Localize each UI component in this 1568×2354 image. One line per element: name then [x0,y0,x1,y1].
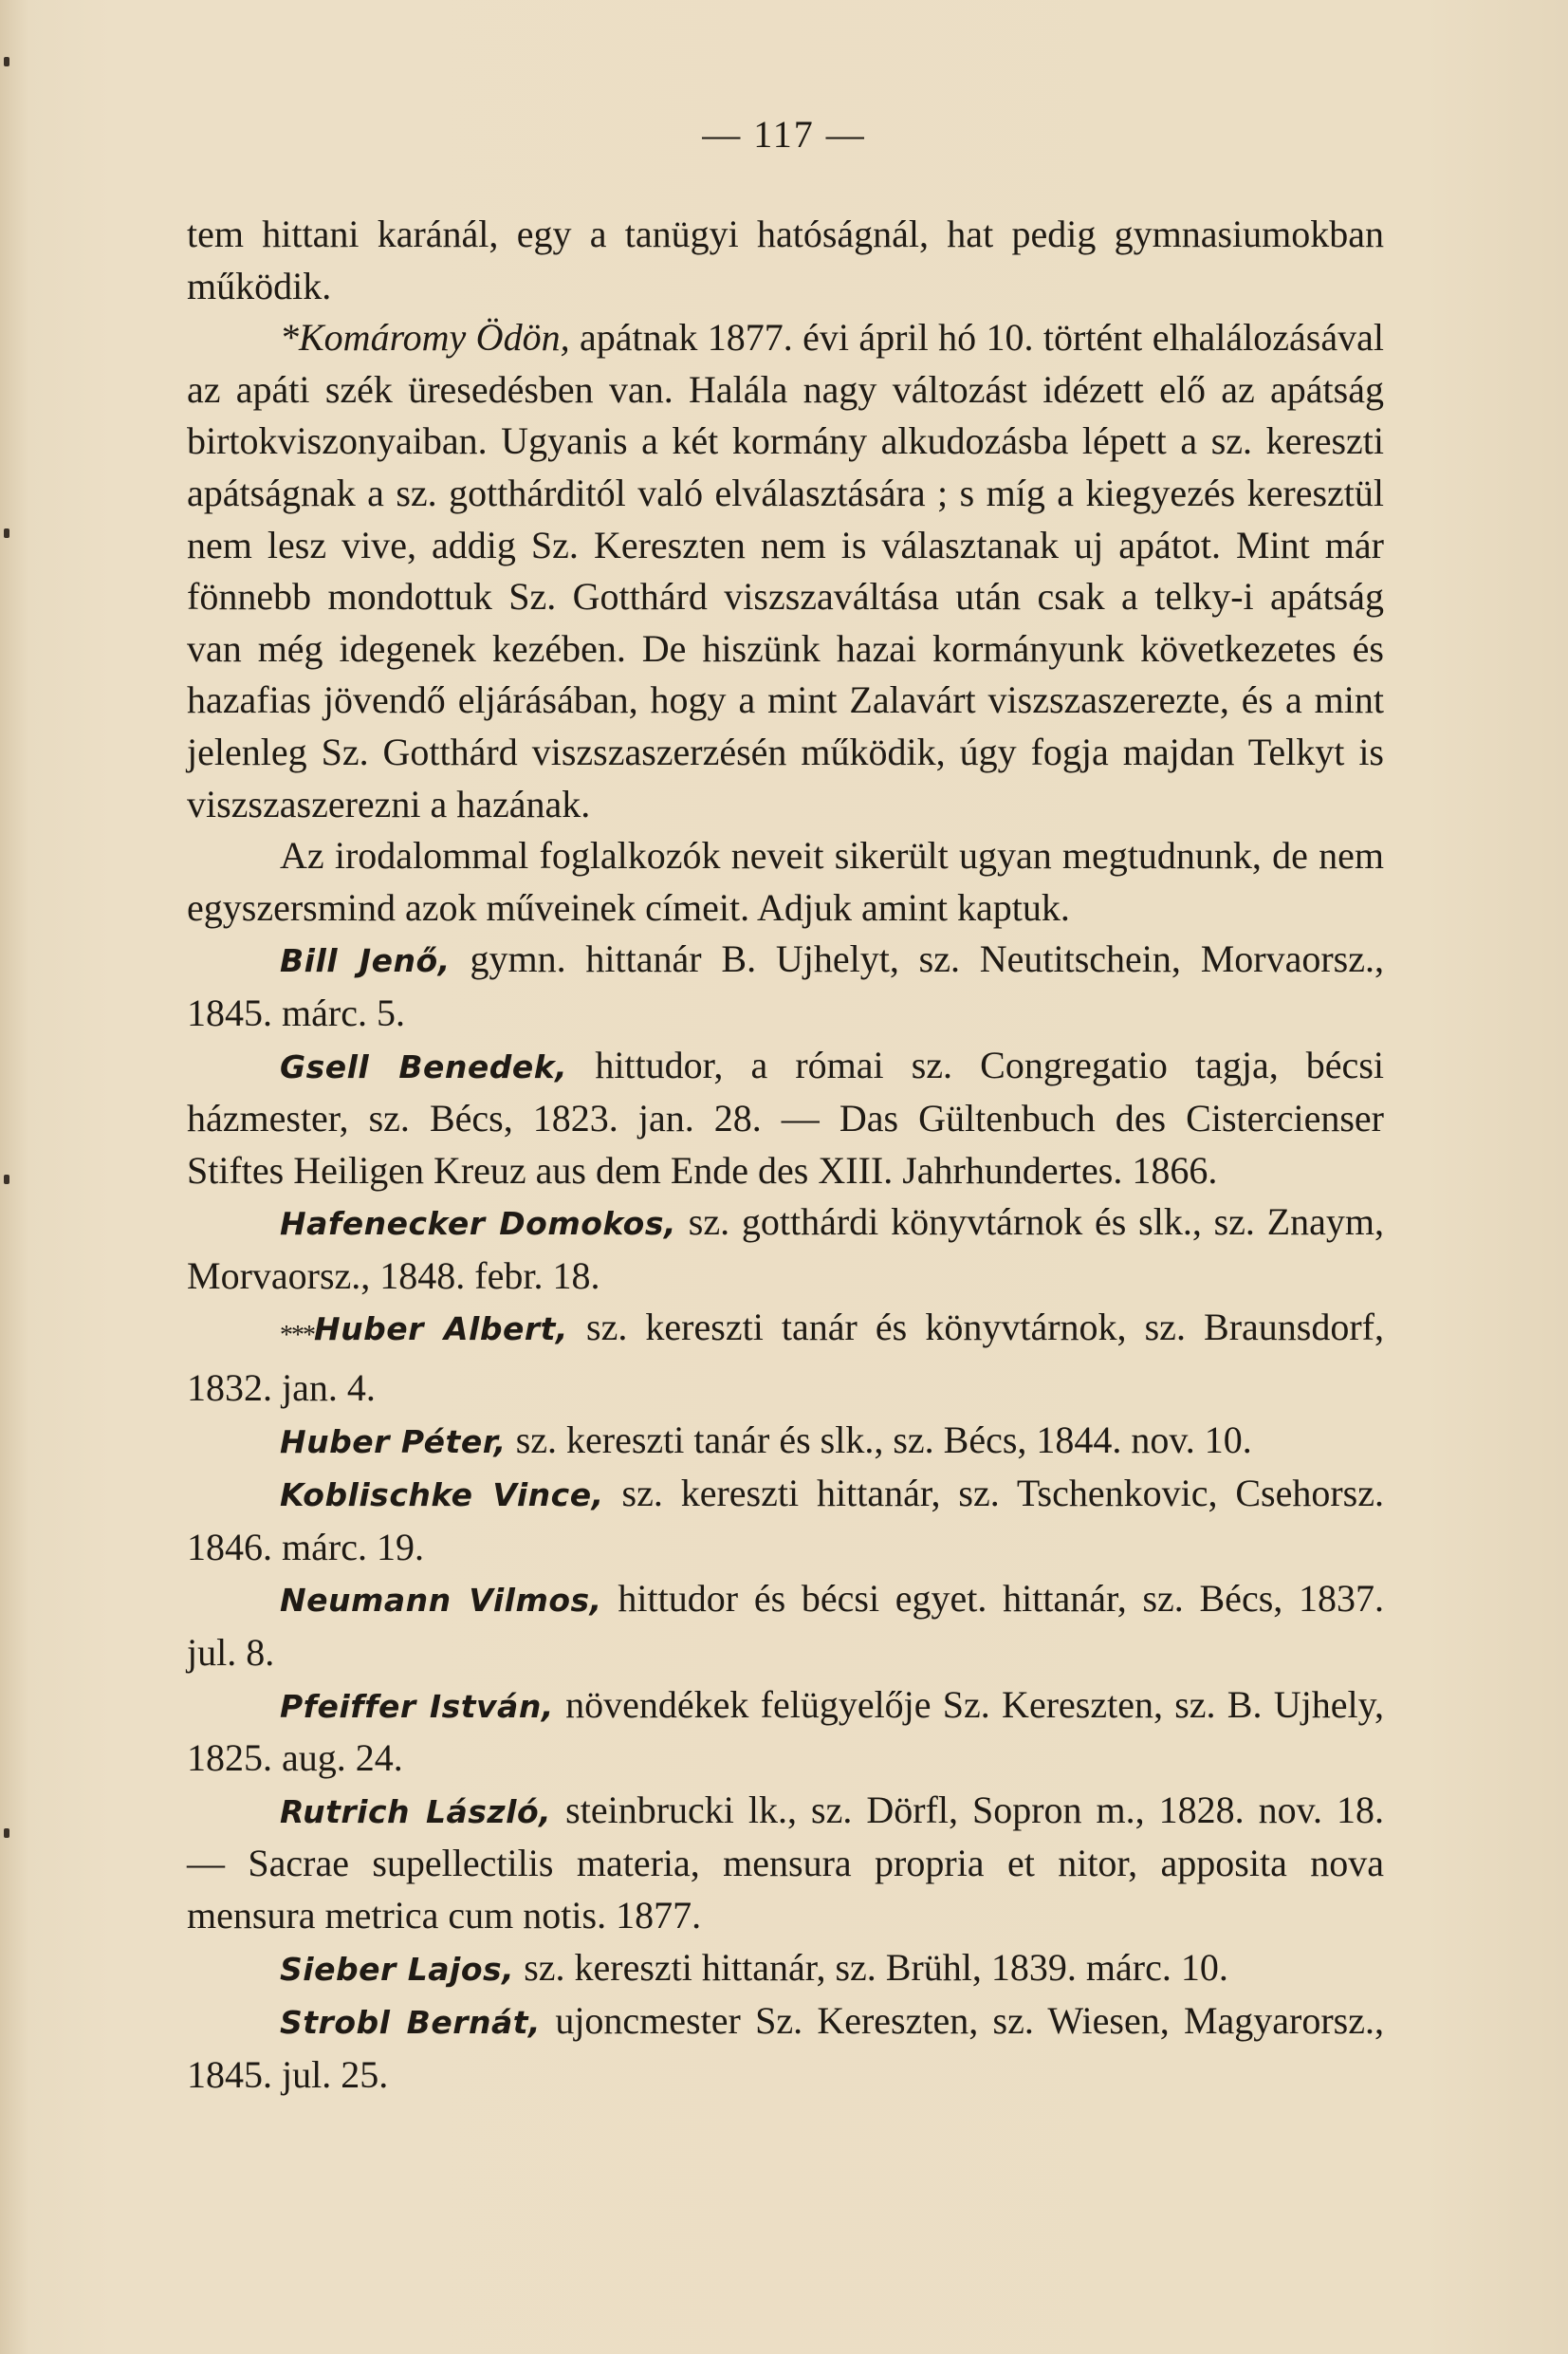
entry-name: Hafenecker Domokos, [280,1205,676,1243]
entry-text: sz. kereszti tanár és könyvtárnok, sz. Braunsdorf, 1832. jan. 4. [187,1306,1384,1410]
entry-name: Neumann Vilmos, [280,1582,602,1620]
entry-text: sz. gotthárdi könyvtárnok és slk., sz. Znaym, Morvaorsz., 1848. febr. 18. [187,1200,1384,1297]
entry [187,1302,1384,1414]
entry-name: Sieber Lajos, [280,1950,515,1988]
paragraph-text: tem hittani karánál, egy a tanügyi hatóságnál, hat pedig gymnasiumokban működik. [187,213,1384,307]
entry-name: Strobl Bernát, [280,2004,542,2042]
entry-text: sz. kereszti tanár és slk., sz. Bécs, 1844. nov. 10. [506,1418,1252,1461]
entry [187,934,1384,1039]
entry-text: sz. kereszti hittanár, sz. Tschenkovic, Csehorsz. 1846. márc. 19. [187,1472,1385,1568]
entry-name: Bill Jenő, [280,942,451,980]
paragraph [187,209,1384,312]
entry-name: Huber Albert, [314,1310,568,1348]
entry-name: Rutrich László, [280,1792,552,1830]
paragraph-text: Az irodalommal foglalkozók neveit sikerült ugyan megtudnunk, de nem egyszersmind azok műveinek címeit. Adjuk amint kaptuk. [187,834,1384,929]
entry-name: Pfeiffer István, [280,1687,554,1725]
body-text [187,209,1384,2101]
entry-text: hittudor, a római sz. Congregatio tagja, bécsi házmester, sz. Bécs, 1823. jan. 28. — Das Gültenbuch des Cistercienser Stiftes Heiligen Kreuz aus dem Ende des XIII. Jahrhundertes. 1866. [187,1043,1384,1192]
entry [187,1415,1384,1469]
entry-text: sz. kereszti hittanár, sz. Brühl, 1839. márc. 10. [514,1945,1228,1989]
entry [187,1785,1384,1942]
entry-text: növendékek felügyelője Sz. Kereszten, sz. B. Ujhely, 1825. aug. 24. [187,1682,1384,1780]
entry-name: Huber Péter, [280,1422,507,1460]
entry [187,1679,1384,1785]
paragraph [187,830,1384,934]
paragraph-text: apátnak 1877. évi ápril hó 10. történt elhalálozásával az apáti szék üresedésben van. Halála nagy változást idézett elő az apátság birtokviszonyaiban. Ugyanis a két kormány alkudozásba lépett a sz. kereszti apátságnak a sz. gotthárditól való elválasztására ; s míg a kiegyezés keresztül nem lesz vive, addig Sz. Kereszten nem is választanak uj apátot. Mint már fönnebb mondottuk Sz. Gotthárd viszszaváltása után csak a telky-i apátság van még idegenek kezében. De hiszünk hazai kormányunk következetes és hazafias jövendő eljárásában, hogy a mint Zalavárt viszszaszerezte, és a mint jelenleg Sz. Gotthárd viszszaszerzésén működik, úgy fogja majdan Telkyt is viszszaszerezni a hazának. [187,316,1384,825]
page-edge-mark [4,528,9,538]
entry [187,1196,1384,1302]
entry [187,1995,1384,2101]
entry [187,1573,1384,1678]
page-number: — 117 — [702,113,866,156]
page-edge-mark [4,1175,9,1184]
entry-text: gymn. hittanár B. Ujhelyt, sz. Neutitschein, Morvaorsz., 1845. márc. 5. [187,937,1384,1034]
entry [187,1040,1384,1197]
page-edge-mark [4,57,9,66]
entry [187,1942,1384,1996]
entry-text: hittudor és bécsi egyet. hittanár, sz. Bécs, 1837. jul. 8. [187,1577,1384,1675]
entry-name: Gsell Benedek, [280,1047,568,1085]
page-edge-mark [4,1828,9,1838]
entry-text: steinbrucki lk., sz. Dörfl, Sopron m., 1828. nov. 18. — Sacrae supellectilis materia, mensura propria et nitor, apposita nova mensura metrica cum notis. 1877. [187,1788,1385,1937]
entry [187,1468,1384,1573]
entry-name: Koblischke Vince, [280,1476,604,1514]
entry-text: ujoncmester Sz. Kereszten, sz. Wiesen, Magyarorsz., 1845. jul. 25. [187,1999,1384,2096]
asterism: *** [280,1321,314,1351]
entry-name: *Komáromy Ödön, [280,316,570,360]
paragraph [187,312,1384,830]
